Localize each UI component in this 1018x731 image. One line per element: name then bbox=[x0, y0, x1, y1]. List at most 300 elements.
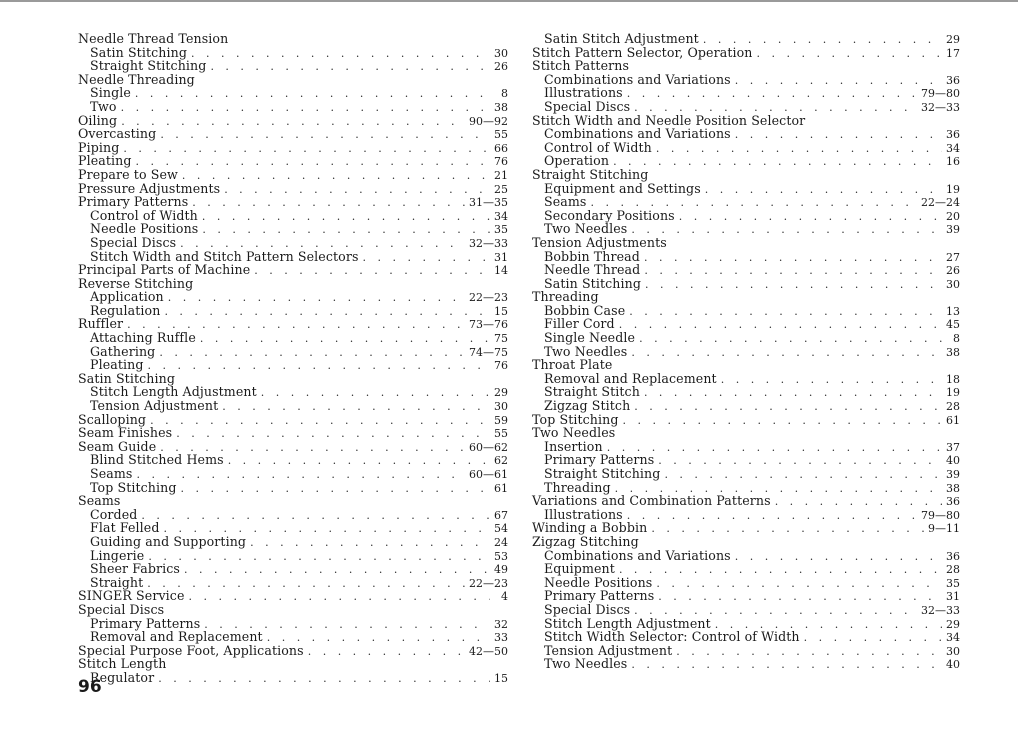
page-reference: 60—61 bbox=[469, 468, 508, 481]
index-subentry-pleating bbox=[78, 358, 508, 372]
dot-leader bbox=[631, 346, 942, 360]
page-reference: 26 bbox=[946, 264, 960, 278]
index-subentry-straight-stitch bbox=[532, 385, 960, 399]
page-reference: 32—33 bbox=[921, 603, 960, 617]
dot-leader bbox=[629, 305, 942, 319]
entry-text: Seam Guide bbox=[78, 438, 157, 454]
entry-text: Scalloping bbox=[78, 411, 147, 427]
entry-text: Tension Adjustment bbox=[90, 398, 219, 414]
index-subentry-straight-stitching bbox=[78, 59, 508, 73]
index-entry-stitch-width-and-needle-position-selector bbox=[532, 114, 960, 128]
entry-text: Piping bbox=[78, 139, 120, 155]
index-subentry-satin-stitching bbox=[532, 277, 960, 291]
entry-text: Special Discs bbox=[90, 234, 177, 250]
index-entry-tension-adjustments bbox=[532, 236, 960, 250]
page-reference: 4 bbox=[501, 590, 508, 604]
entry-text: Straight Stitching bbox=[90, 58, 207, 74]
entry-text: Special Discs bbox=[544, 601, 631, 617]
dot-leader bbox=[656, 577, 942, 591]
page-reference: 30 bbox=[494, 46, 508, 60]
page-reference: 21 bbox=[494, 168, 508, 182]
entry-text: Stitch Width Selector: Control of Width bbox=[544, 629, 800, 645]
index-entry-stitch-patterns bbox=[532, 59, 960, 73]
dot-leader bbox=[735, 128, 942, 142]
page-reference: 16 bbox=[946, 155, 960, 169]
dot-leader bbox=[181, 482, 490, 496]
index-entry-overcasting bbox=[78, 127, 508, 141]
dot-leader bbox=[804, 631, 942, 645]
index-subentry-attaching-ruffle bbox=[78, 331, 508, 345]
dot-leader bbox=[308, 645, 465, 659]
entry-text: Tension Adjustment bbox=[544, 642, 673, 658]
page-reference: 40 bbox=[946, 454, 960, 468]
page-reference: 17 bbox=[946, 46, 960, 60]
entry-text: Stitch Width and Needle Position Selector bbox=[532, 112, 806, 128]
entry-text: Seam Finishes bbox=[78, 425, 173, 441]
index-entry-stitch-length bbox=[78, 657, 508, 671]
entry-text: Seams bbox=[78, 493, 121, 509]
entry-text: Removal and Replacement bbox=[90, 629, 263, 645]
index-entry-throat-plate bbox=[532, 358, 960, 372]
dot-leader bbox=[159, 346, 465, 360]
index-subentry-stitch-width-and-stitch-pattern-selectors bbox=[78, 250, 508, 264]
dot-leader bbox=[184, 563, 490, 577]
page-reference: 36 bbox=[946, 73, 960, 87]
entry-text: Needle Threading bbox=[78, 71, 195, 87]
entry-text: Lingerie bbox=[90, 547, 145, 563]
index-subentry-needle-thread bbox=[532, 263, 960, 277]
index-entry-needle-thread-tension bbox=[78, 32, 508, 46]
dot-leader bbox=[228, 454, 490, 468]
index-subentry-primary-patterns bbox=[78, 617, 508, 631]
index-entry-stitch-pattern-selector-operation bbox=[532, 46, 960, 60]
index-subentry-needle-positions bbox=[78, 222, 508, 236]
index-subentry-zigzag-stitch bbox=[532, 399, 960, 413]
page-reference: 38 bbox=[946, 345, 960, 359]
entry-text: Pleating bbox=[78, 153, 132, 169]
page-reference: 61 bbox=[946, 413, 960, 427]
entry-text: Blind Stitched Hems bbox=[90, 452, 224, 468]
index-entry-two-needles bbox=[532, 426, 960, 440]
entry-text: Zigzag Stitching bbox=[532, 533, 639, 549]
dot-leader bbox=[148, 550, 490, 564]
entry-text: Ruffler bbox=[78, 316, 124, 332]
index-subentry-stitch-length-adjustment bbox=[78, 385, 508, 399]
page-reference: 18 bbox=[946, 372, 960, 386]
page-reference: 31 bbox=[494, 250, 508, 264]
index-subentry-guiding-and-supporting bbox=[78, 535, 508, 549]
entry-text: Regulation bbox=[90, 302, 161, 318]
entry-text: Tension Adjustments bbox=[532, 234, 667, 250]
entry-text: Primary Patterns bbox=[78, 194, 189, 210]
entry-text: Overcasting bbox=[78, 126, 157, 142]
dot-leader bbox=[619, 318, 942, 332]
entry-text: SINGER Service bbox=[78, 588, 185, 604]
page-reference: 22—23 bbox=[469, 576, 508, 590]
page-reference: 45 bbox=[946, 318, 960, 332]
dot-leader bbox=[656, 142, 942, 156]
index-subentry-gathering bbox=[78, 345, 508, 359]
dot-leader bbox=[202, 223, 490, 237]
dot-leader bbox=[631, 223, 942, 237]
dot-leader bbox=[121, 115, 465, 129]
index-subentry-combinations-and-variations bbox=[532, 127, 960, 141]
page-reference: 59 bbox=[494, 413, 508, 427]
index-subentry-special-discs bbox=[532, 100, 960, 114]
page-reference: 67 bbox=[494, 508, 508, 522]
entry-text: Satin Stitching bbox=[78, 370, 175, 386]
page-reference: 24 bbox=[494, 535, 508, 549]
index-entry-oiling bbox=[78, 114, 508, 128]
page-reference: 19 bbox=[946, 386, 960, 400]
index-column-right bbox=[532, 32, 960, 671]
entry-text: Straight Stitching bbox=[532, 166, 649, 182]
page-reference: 35 bbox=[494, 223, 508, 237]
entry-text: Stitch Width and Stitch Pattern Selectors bbox=[90, 248, 359, 264]
entry-text: Illustrations bbox=[544, 85, 623, 101]
entry-text: Operation bbox=[544, 153, 610, 169]
index-subentry-top-stitching bbox=[78, 481, 508, 495]
page-reference: 15 bbox=[494, 304, 508, 318]
index-subentry-threading bbox=[532, 481, 960, 495]
entry-text: Attaching Ruffle bbox=[90, 330, 196, 346]
index-subentry-operation bbox=[532, 154, 960, 168]
entry-text: Principal Parts of Machine bbox=[78, 262, 251, 278]
index-subentry-seams bbox=[78, 467, 508, 481]
page-reference: 35 bbox=[946, 576, 960, 590]
page-reference: 32 bbox=[494, 617, 508, 631]
index-subentry-equipment-and-settings bbox=[532, 182, 960, 196]
dot-leader bbox=[679, 210, 942, 224]
page-reference: 36 bbox=[946, 495, 960, 509]
entry-text: Straight Stitch bbox=[544, 384, 640, 400]
dot-leader bbox=[189, 590, 490, 604]
entry-text: Equipment and Settings bbox=[544, 180, 701, 196]
index-subentry-tension-adjustment bbox=[78, 399, 508, 413]
dot-leader bbox=[168, 291, 465, 305]
index-subentry-corded bbox=[78, 508, 508, 522]
index-subentry-stitch-length-adjustment bbox=[532, 617, 960, 631]
entry-text: Stitch Length bbox=[78, 656, 167, 672]
entry-text: Illustrations bbox=[544, 506, 623, 522]
index-entry-seams bbox=[78, 494, 508, 508]
dot-leader bbox=[147, 577, 465, 591]
page-number: 96 bbox=[78, 677, 102, 697]
dot-leader bbox=[631, 658, 942, 672]
index-subentry-seams bbox=[532, 195, 960, 209]
index-subentry-illustrations bbox=[532, 508, 960, 522]
page-reference: 66 bbox=[494, 141, 508, 155]
index-subentry-two-needles bbox=[532, 345, 960, 359]
index-entry-pleating bbox=[78, 154, 508, 168]
entry-text: Primary Patterns bbox=[544, 588, 655, 604]
dot-leader bbox=[150, 414, 490, 428]
page-reference: 73—76 bbox=[469, 318, 508, 332]
index-entry-zigzag-stitching bbox=[532, 535, 960, 549]
entry-text: Bobbin Case bbox=[544, 302, 626, 318]
index-subentry-regulation bbox=[78, 304, 508, 318]
entry-text: Combinations and Variations bbox=[544, 126, 731, 142]
entry-text: Gathering bbox=[90, 343, 156, 359]
entry-text: Sheer Fabrics bbox=[90, 561, 180, 577]
page-reference: 55 bbox=[494, 128, 508, 142]
page-reference: 76 bbox=[494, 155, 508, 169]
page-reference: 33 bbox=[494, 631, 508, 645]
page-reference: 53 bbox=[494, 549, 508, 563]
page-reference: 62 bbox=[494, 454, 508, 468]
entry-text: Stitch Length Adjustment bbox=[90, 384, 257, 400]
dot-leader bbox=[135, 87, 490, 101]
entry-text: Threading bbox=[544, 479, 611, 495]
index-entry-singer-service bbox=[78, 589, 508, 603]
entry-text: Regulator bbox=[90, 669, 155, 685]
entry-text: Control of Width bbox=[544, 139, 652, 155]
dot-leader bbox=[735, 550, 942, 564]
index-subentry-illustrations bbox=[532, 86, 960, 100]
index-subentry-two bbox=[78, 100, 508, 114]
entry-text: Top Stitching bbox=[532, 411, 619, 427]
dot-leader bbox=[121, 101, 490, 115]
page-reference: 40 bbox=[946, 658, 960, 672]
index-subentry-insertion bbox=[532, 440, 960, 454]
index-entry-needle-threading bbox=[78, 73, 508, 87]
entry-text: Removal and Replacement bbox=[544, 370, 717, 386]
page-reference: 29 bbox=[946, 617, 960, 631]
page-reference: 13 bbox=[946, 304, 960, 318]
page-reference: 42—50 bbox=[469, 644, 508, 658]
dot-leader bbox=[200, 332, 490, 346]
index-subentry-special-discs bbox=[532, 603, 960, 617]
dot-leader bbox=[224, 183, 490, 197]
dot-leader bbox=[658, 590, 942, 604]
entry-text: Two Needles bbox=[544, 656, 628, 672]
entry-text: Single Needle bbox=[544, 330, 636, 346]
index-entry-prepare-to-sew bbox=[78, 168, 508, 182]
page-reference: 8 bbox=[501, 87, 508, 101]
dot-leader bbox=[158, 672, 490, 686]
dot-leader bbox=[627, 87, 917, 101]
page-reference: 55 bbox=[494, 427, 508, 441]
dot-leader bbox=[664, 468, 942, 482]
dot-leader bbox=[651, 522, 924, 536]
page-reference: 49 bbox=[494, 563, 508, 577]
entry-text: Seams bbox=[544, 194, 587, 210]
index-subentry-satin-stitching bbox=[78, 46, 508, 60]
dot-leader bbox=[735, 74, 942, 88]
entry-text: Prepare to Sew bbox=[78, 166, 178, 182]
index-subentry-removal-and-replacement bbox=[78, 630, 508, 644]
dot-leader bbox=[757, 47, 942, 61]
dot-leader bbox=[160, 128, 490, 142]
dot-leader bbox=[164, 305, 490, 319]
entry-text: Needle Thread bbox=[544, 262, 641, 278]
entry-text: Stitch Pattern Selector, Operation bbox=[532, 44, 753, 60]
page-reference: 76 bbox=[494, 359, 508, 373]
page-reference: 36 bbox=[946, 549, 960, 563]
page-reference: 39 bbox=[946, 223, 960, 237]
entry-text: Needle Positions bbox=[90, 221, 199, 237]
entry-text: Needle Positions bbox=[544, 574, 653, 590]
page-reference: 34 bbox=[494, 209, 508, 223]
dot-leader bbox=[613, 155, 942, 169]
page-reference: 79—80 bbox=[921, 87, 960, 101]
entry-text: Control of Width bbox=[90, 207, 198, 223]
entry-text: Two bbox=[90, 98, 117, 114]
page-reference: 29 bbox=[494, 386, 508, 400]
page-reference: 30 bbox=[494, 400, 508, 414]
entry-text: Single bbox=[90, 85, 131, 101]
index-entry-seam-finishes bbox=[78, 426, 508, 440]
page-reference: 75 bbox=[494, 332, 508, 346]
dot-leader bbox=[705, 183, 942, 197]
entry-text: Two Needles bbox=[532, 425, 616, 441]
index-entry-threading bbox=[532, 290, 960, 304]
index-entry-top-stitching bbox=[532, 413, 960, 427]
dot-leader bbox=[123, 142, 490, 156]
dot-leader bbox=[363, 251, 490, 265]
page-reference: 31—35 bbox=[469, 196, 508, 210]
index-entry-straight-stitching bbox=[532, 168, 960, 182]
page-reference: 26 bbox=[494, 60, 508, 74]
index-subentry-straight-stitching bbox=[532, 467, 960, 481]
page-reference: 79—80 bbox=[921, 508, 960, 522]
page-reference: 36 bbox=[946, 128, 960, 142]
page-reference: 38 bbox=[494, 100, 508, 114]
index-subentry-removal-and-replacement bbox=[532, 372, 960, 386]
entry-text: Stitch Length Adjustment bbox=[544, 615, 711, 631]
index-subentry-sheer-fabrics bbox=[78, 562, 508, 576]
dot-leader bbox=[261, 386, 490, 400]
entry-text: Seams bbox=[90, 466, 133, 481]
entry-text: Insertion bbox=[544, 438, 603, 454]
dot-leader bbox=[137, 468, 466, 482]
index-entry-piping bbox=[78, 141, 508, 155]
entry-text: Winding a Bobbin bbox=[532, 520, 648, 536]
page-reference: 22—24 bbox=[921, 196, 960, 210]
dot-leader bbox=[141, 509, 490, 523]
dot-leader bbox=[176, 427, 490, 441]
dot-leader bbox=[210, 60, 490, 74]
page-reference: 19 bbox=[946, 182, 960, 196]
entry-text: Corded bbox=[90, 506, 138, 522]
index-subentry-tension-adjustment bbox=[532, 644, 960, 658]
dot-leader bbox=[148, 359, 490, 373]
dot-leader bbox=[191, 47, 490, 61]
index-entry-winding-a-bobbin bbox=[532, 521, 960, 535]
entry-text: Reverse Stitching bbox=[78, 275, 194, 291]
entry-text: Primary Patterns bbox=[544, 452, 655, 468]
dot-leader bbox=[222, 400, 490, 414]
index-column-left bbox=[78, 32, 508, 685]
index-entry-scalloping bbox=[78, 413, 508, 427]
page-reference: 34 bbox=[946, 631, 960, 645]
page-reference: 25 bbox=[494, 182, 508, 196]
index-subentry-combinations-and-variations bbox=[532, 73, 960, 87]
entry-text: Combinations and Variations bbox=[544, 71, 731, 87]
entry-text: Oiling bbox=[78, 112, 118, 128]
page-reference: 54 bbox=[494, 522, 508, 536]
entry-text: Two Needles bbox=[544, 221, 628, 237]
entry-text: Pressure Adjustments bbox=[78, 180, 221, 196]
page-reference: 34 bbox=[946, 141, 960, 155]
entry-text: Straight Stitching bbox=[544, 466, 661, 481]
dot-leader bbox=[644, 251, 942, 265]
dot-leader bbox=[644, 386, 942, 400]
page-reference: 32—33 bbox=[469, 236, 508, 250]
index-subentry-needle-positions bbox=[532, 576, 960, 590]
dot-leader bbox=[607, 441, 942, 455]
entry-text: Stitch Patterns bbox=[532, 58, 630, 74]
dot-leader bbox=[676, 645, 942, 659]
page-reference: 15 bbox=[494, 671, 508, 685]
page-reference: 90—92 bbox=[469, 114, 508, 128]
page-reference: 74—75 bbox=[469, 345, 508, 359]
page-reference: 22—23 bbox=[469, 291, 508, 305]
page-reference: 28 bbox=[946, 563, 960, 577]
dot-leader bbox=[182, 169, 490, 183]
entry-text: Combinations and Variations bbox=[544, 547, 731, 563]
dot-leader bbox=[645, 278, 942, 292]
entry-text: Satin Stitch Adjustment bbox=[544, 31, 699, 46]
entry-text: Special Discs bbox=[544, 98, 631, 114]
entry-text: Throat Plate bbox=[532, 357, 613, 373]
entry-text: Threading bbox=[532, 289, 599, 305]
index-subentry-combinations-and-variations bbox=[532, 549, 960, 563]
entry-text: Application bbox=[90, 289, 164, 305]
index-subentry-two-needles bbox=[532, 222, 960, 236]
dot-leader bbox=[619, 563, 942, 577]
entry-text: Needle Thread Tension bbox=[78, 31, 229, 46]
index-subentry-bobbin-thread bbox=[532, 250, 960, 264]
entry-text: Pleating bbox=[90, 357, 144, 373]
index-subentry-two-needles bbox=[532, 657, 960, 671]
index-subentry-blind-stitched-hems bbox=[78, 453, 508, 467]
dot-leader bbox=[634, 400, 942, 414]
top-border-line bbox=[0, 0, 1018, 2]
index-subentry-straight bbox=[78, 576, 508, 590]
entry-text: Top Stitching bbox=[90, 479, 177, 495]
page-reference: 61 bbox=[494, 481, 508, 495]
page-reference: 20 bbox=[946, 209, 960, 223]
entry-text: Straight bbox=[90, 574, 144, 590]
entry-text: Secondary Positions bbox=[544, 207, 675, 223]
entry-text: Primary Patterns bbox=[90, 615, 201, 631]
dot-leader bbox=[254, 264, 490, 278]
page-reference: 37 bbox=[946, 440, 960, 454]
page-reference: 27 bbox=[946, 250, 960, 264]
index-entry-special-discs bbox=[78, 603, 508, 617]
index-subentry-secondary-positions bbox=[532, 209, 960, 223]
dot-leader bbox=[658, 454, 942, 468]
index-subentry-regulator bbox=[78, 671, 508, 685]
page-reference: 31 bbox=[946, 590, 960, 604]
page-reference: 9—11 bbox=[928, 522, 960, 536]
index-entry-reverse-stitching bbox=[78, 277, 508, 291]
dot-leader bbox=[644, 264, 942, 278]
index-entry-pressure-adjustments bbox=[78, 182, 508, 196]
index-entry-ruffler bbox=[78, 317, 508, 331]
page-reference: 30 bbox=[946, 277, 960, 291]
page-reference: 39 bbox=[946, 468, 960, 481]
entry-text: Special Purpose Foot, Applications bbox=[78, 642, 304, 658]
dot-leader bbox=[775, 495, 942, 509]
dot-leader bbox=[136, 155, 490, 169]
index-subentry-application bbox=[78, 290, 508, 304]
entry-text: Filler Cord bbox=[544, 316, 615, 332]
dot-leader bbox=[202, 210, 490, 224]
index-subentry-special-discs bbox=[78, 236, 508, 250]
dot-leader bbox=[627, 509, 917, 523]
